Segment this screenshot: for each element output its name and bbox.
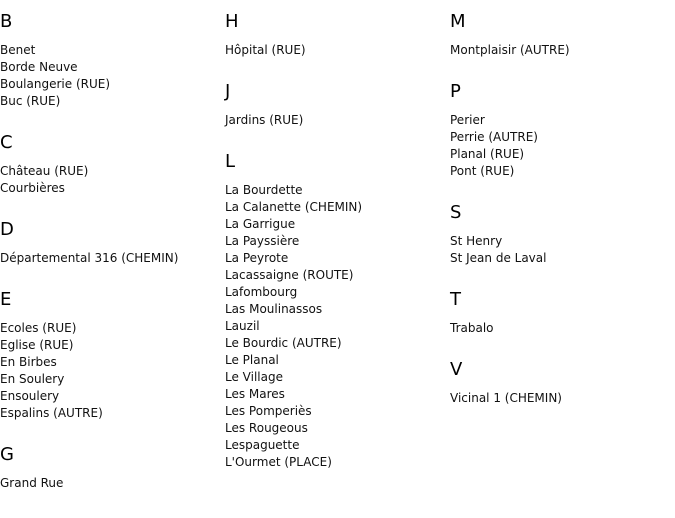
letter-section: [225, 0, 445, 70]
street-list-item[interactable]: Courbières: [0, 181, 65, 195]
letter-heading: V: [450, 359, 463, 380]
letter-heading: G: [0, 444, 14, 465]
letter-heading: M: [450, 11, 466, 32]
letter-heading: J: [225, 81, 231, 102]
letter-section: [0, 0, 220, 121]
letter-heading: T: [450, 289, 461, 310]
street-list-item[interactable]: Le Bourdic (AUTRE): [225, 336, 342, 350]
index-column-3: [450, 0, 670, 418]
index-column-1: [0, 0, 220, 503]
street-list: [0, 153, 220, 208]
street-list-item[interactable]: Eglise (RUE): [0, 338, 74, 352]
street-list-item[interactable]: Espalins (AUTRE): [0, 406, 103, 420]
street-list-item[interactable]: Les Mares: [225, 387, 285, 401]
street-list: [0, 32, 220, 121]
street-list-item[interactable]: La Garrigue: [225, 217, 296, 231]
street-list: [450, 223, 670, 278]
street-list-item[interactable]: Perrie (AUTRE): [450, 130, 538, 144]
street-list-item[interactable]: Le Village: [225, 370, 283, 384]
street-list-item[interactable]: Lafombourg: [225, 285, 298, 299]
letter-section: [225, 140, 445, 482]
street-list-item[interactable]: Ensoulery: [0, 389, 60, 403]
letter-section: [0, 121, 220, 208]
street-list-item[interactable]: St Henry: [450, 234, 503, 248]
street-list-item[interactable]: La Calanette (CHEMIN): [225, 200, 363, 214]
street-list: [450, 310, 670, 348]
street-list-item[interactable]: Planal (RUE): [450, 147, 525, 161]
street-list-item[interactable]: La Peyrote: [225, 251, 289, 265]
street-list-item[interactable]: Ecoles (RUE): [0, 321, 77, 335]
letter-heading: C: [0, 132, 13, 153]
street-list-item[interactable]: Le Planal: [225, 353, 279, 367]
letter-heading: P: [450, 81, 461, 102]
street-list-item[interactable]: Perier: [450, 113, 485, 127]
street-list: [450, 380, 670, 418]
letter-section: [450, 191, 670, 278]
letter-heading: L: [225, 151, 236, 172]
street-list-item[interactable]: La Bourdette: [225, 183, 303, 197]
street-list: [225, 102, 445, 140]
street-list-item[interactable]: Hôpital (RUE): [225, 43, 306, 57]
letter-heading: S: [450, 202, 462, 223]
street-list-item[interactable]: Borde Neuve: [0, 60, 78, 74]
letter-heading: D: [0, 219, 14, 240]
letter-heading: B: [0, 11, 13, 32]
street-list-item[interactable]: Grand Rue: [0, 476, 64, 490]
street-list-item[interactable]: Les Rougeous: [225, 421, 308, 435]
street-list: [450, 102, 670, 191]
street-list-item[interactable]: Benet: [0, 43, 36, 57]
letter-section: [450, 348, 670, 418]
index-column-2: [225, 0, 445, 482]
street-list-item[interactable]: Trabalo: [450, 321, 494, 335]
street-list-item[interactable]: Pont (RUE): [450, 164, 515, 178]
letter-section: [0, 208, 220, 278]
street-list-item[interactable]: Lacassaigne (ROUTE): [225, 268, 354, 282]
street-list-item[interactable]: Boulangerie (RUE): [0, 77, 111, 91]
street-list-item[interactable]: St Jean de Laval: [450, 251, 547, 265]
letter-section: [0, 278, 220, 433]
street-list-item[interactable]: En Birbes: [0, 355, 57, 369]
letter-section: [450, 70, 670, 191]
letter-heading: H: [225, 11, 239, 32]
street-list-item[interactable]: Buc (RUE): [0, 94, 61, 108]
street-list-item[interactable]: En Soulery: [0, 372, 65, 386]
letter-section: [225, 70, 445, 140]
street-list-item[interactable]: Lespaguette: [225, 438, 300, 452]
street-list-item[interactable]: Les Pomperiès: [225, 404, 312, 418]
street-list-item[interactable]: Lauzil: [225, 319, 260, 333]
street-list: [450, 32, 670, 70]
letter-heading: E: [0, 289, 12, 310]
street-list: [225, 172, 445, 482]
street-list-item[interactable]: Château (RUE): [0, 164, 89, 178]
street-list-item[interactable]: Montplaisir (AUTRE): [450, 43, 570, 57]
street-list-item[interactable]: L'Ourmet (PLACE): [225, 455, 332, 469]
street-list: [0, 240, 220, 278]
street-list: [0, 465, 220, 503]
street-list-item[interactable]: Jardins (RUE): [225, 113, 304, 127]
street-list-item[interactable]: Vicinal 1 (CHEMIN): [450, 391, 562, 405]
street-list-item[interactable]: Las Moulinassos: [225, 302, 323, 316]
street-list-item[interactable]: La Payssière: [225, 234, 300, 248]
street-list: [0, 310, 220, 433]
letter-section: [450, 0, 670, 70]
letter-section: [0, 433, 220, 503]
street-list: [225, 32, 445, 70]
street-list-item[interactable]: Départemental 316 (CHEMIN): [0, 251, 179, 265]
letter-section: [450, 278, 670, 348]
